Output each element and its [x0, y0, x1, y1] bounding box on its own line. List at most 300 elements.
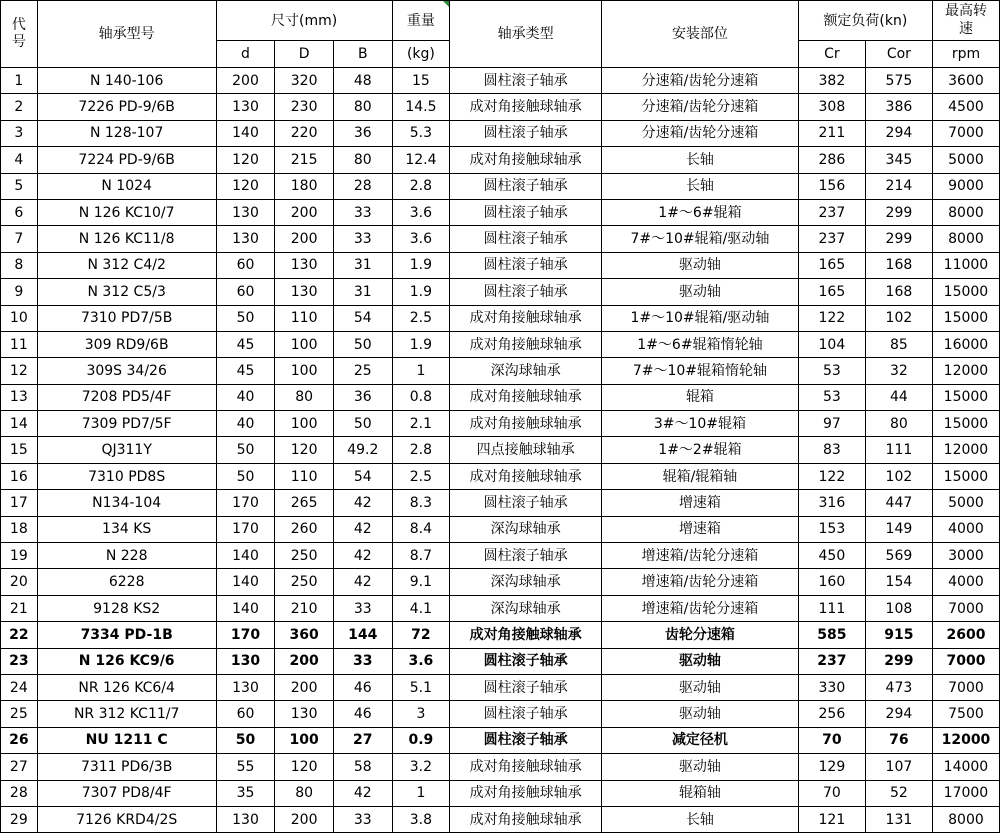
cell-B: 144 — [333, 622, 392, 648]
cell-cr: 70 — [798, 727, 865, 753]
cell-model: 7311 PD6/3B — [37, 754, 216, 780]
cell-code: 17 — [1, 490, 38, 516]
cell-location: 长轴 — [602, 147, 799, 173]
cell-code: 9 — [1, 279, 38, 305]
cell-cor: 168 — [865, 252, 932, 278]
cell-cor: 154 — [865, 569, 932, 595]
cell-location: 辊箱/辊箱轴 — [602, 463, 799, 489]
header-d: d — [216, 41, 275, 68]
cell-d: 45 — [216, 358, 275, 384]
cell-d: 200 — [216, 68, 275, 94]
cell-D-outer: 215 — [275, 147, 334, 173]
cell-location: 分速箱/齿轮分速箱 — [602, 68, 799, 94]
table-row — [1, 94, 1000, 120]
cell-cr: 382 — [798, 68, 865, 94]
cell-d: 50 — [216, 463, 275, 489]
table-row — [1, 173, 1000, 199]
cell-type: 成对角接触球轴承 — [450, 411, 602, 437]
cell-d: 40 — [216, 384, 275, 410]
cell-weight: 3.6 — [392, 199, 450, 225]
cell-B: 49.2 — [333, 437, 392, 463]
cell-code: 6 — [1, 199, 38, 225]
cell-weight: 1.9 — [392, 252, 450, 278]
cell-model: 309 RD9/6B — [37, 331, 216, 357]
cell-location: 减定径机 — [602, 727, 799, 753]
cell-cr: 237 — [798, 226, 865, 252]
cell-B: 50 — [333, 331, 392, 357]
cell-model: N 126 KC10/7 — [37, 199, 216, 225]
cell-weight: 4.1 — [392, 595, 450, 621]
cell-weight: 14.5 — [392, 94, 450, 120]
header-load: 额定负荷(kn) — [798, 1, 932, 41]
cell-type: 深沟球轴承 — [450, 516, 602, 542]
cell-type: 成对角接触球轴承 — [450, 94, 602, 120]
cell-type: 成对角接触球轴承 — [450, 754, 602, 780]
table-row — [1, 331, 1000, 357]
cell-model: NR 312 KC11/7 — [37, 701, 216, 727]
cell-speed: 5000 — [932, 147, 999, 173]
cell-cor: 299 — [865, 199, 932, 225]
cell-speed: 8000 — [932, 226, 999, 252]
cell-type: 圆柱滚子轴承 — [450, 543, 602, 569]
cell-D-outer: 110 — [275, 463, 334, 489]
cell-B: 28 — [333, 173, 392, 199]
cell-code: 8 — [1, 252, 38, 278]
cell-type: 四点接触球轴承 — [450, 437, 602, 463]
cell-code: 27 — [1, 754, 38, 780]
cell-cor: 447 — [865, 490, 932, 516]
cell-weight: 5.1 — [392, 674, 450, 700]
header-code: 代 号 — [1, 1, 38, 68]
cell-cr: 153 — [798, 516, 865, 542]
table-row — [1, 68, 1000, 94]
cell-B: 42 — [333, 780, 392, 806]
cell-model: 7226 PD-9/6B — [37, 94, 216, 120]
cell-cr: 104 — [798, 331, 865, 357]
cell-code: 4 — [1, 147, 38, 173]
cell-speed: 15000 — [932, 463, 999, 489]
cell-cor: 575 — [865, 68, 932, 94]
cell-location: 1#～6#辊箱惰轮轴 — [602, 331, 799, 357]
cell-speed: 7000 — [932, 595, 999, 621]
cell-cr: 316 — [798, 490, 865, 516]
cell-B: 46 — [333, 701, 392, 727]
cell-B: 31 — [333, 252, 392, 278]
cell-type: 圆柱滚子轴承 — [450, 252, 602, 278]
cell-location: 长轴 — [602, 806, 799, 832]
header-D-outer: D — [275, 41, 334, 68]
cell-type: 圆柱滚子轴承 — [450, 727, 602, 753]
cell-code: 3 — [1, 120, 38, 146]
cell-d: 45 — [216, 331, 275, 357]
cell-model: 7208 PD5/4F — [37, 384, 216, 410]
cell-cor: 214 — [865, 173, 932, 199]
cell-d: 130 — [216, 674, 275, 700]
table-row — [1, 226, 1000, 252]
cell-speed: 12000 — [932, 358, 999, 384]
cell-d: 120 — [216, 147, 275, 173]
cell-B: 54 — [333, 463, 392, 489]
cell-weight: 2.8 — [392, 437, 450, 463]
cell-cor: 345 — [865, 147, 932, 173]
cell-code: 23 — [1, 648, 38, 674]
cell-code: 20 — [1, 569, 38, 595]
cell-B: 31 — [333, 279, 392, 305]
cell-weight: 3 — [392, 701, 450, 727]
cell-B: 54 — [333, 305, 392, 331]
cell-cor: 108 — [865, 595, 932, 621]
cell-cr: 211 — [798, 120, 865, 146]
table-row — [1, 463, 1000, 489]
cell-speed: 15000 — [932, 384, 999, 410]
cell-D-outer: 320 — [275, 68, 334, 94]
cell-model: 7310 PD7/5B — [37, 305, 216, 331]
cell-type: 圆柱滚子轴承 — [450, 68, 602, 94]
cell-type: 圆柱滚子轴承 — [450, 120, 602, 146]
cell-cr: 165 — [798, 279, 865, 305]
cell-model: 7334 PD-1B — [37, 622, 216, 648]
cell-type: 圆柱滚子轴承 — [450, 173, 602, 199]
cell-B: 58 — [333, 754, 392, 780]
cell-D-outer: 200 — [275, 226, 334, 252]
cell-cor: 168 — [865, 279, 932, 305]
cell-location: 驱动轴 — [602, 648, 799, 674]
cell-weight: 1 — [392, 358, 450, 384]
cell-d: 50 — [216, 727, 275, 753]
cell-D-outer: 110 — [275, 305, 334, 331]
cell-model: N 128-107 — [37, 120, 216, 146]
cell-speed: 8000 — [932, 199, 999, 225]
cell-model: 7307 PD8/4F — [37, 780, 216, 806]
table-row — [1, 780, 1000, 806]
table-row — [1, 147, 1000, 173]
cell-cor: 386 — [865, 94, 932, 120]
cell-D-outer: 200 — [275, 648, 334, 674]
cell-cr: 237 — [798, 199, 865, 225]
cell-weight: 2.1 — [392, 411, 450, 437]
cell-d: 130 — [216, 648, 275, 674]
cell-location: 1#～10#辊箱/驱动轴 — [602, 305, 799, 331]
cell-cr: 129 — [798, 754, 865, 780]
table-row — [1, 569, 1000, 595]
cell-cr: 53 — [798, 384, 865, 410]
cell-model: 134 KS — [37, 516, 216, 542]
cell-cor: 473 — [865, 674, 932, 700]
cell-speed: 16000 — [932, 331, 999, 357]
header-speed-unit: rpm — [932, 41, 999, 68]
cell-cor: 85 — [865, 331, 932, 357]
cell-speed: 17000 — [932, 780, 999, 806]
cell-cor: 294 — [865, 120, 932, 146]
table-row — [1, 806, 1000, 832]
cell-weight: 3.8 — [392, 806, 450, 832]
cell-type: 成对角接触球轴承 — [450, 384, 602, 410]
cell-d: 120 — [216, 173, 275, 199]
header-type: 轴承类型 — [450, 1, 602, 68]
cell-B: 27 — [333, 727, 392, 753]
cell-speed: 7000 — [932, 648, 999, 674]
cell-location: 辊箱轴 — [602, 780, 799, 806]
cell-speed: 7000 — [932, 120, 999, 146]
header-speed: 最高转 速 — [932, 1, 999, 41]
cell-d: 130 — [216, 94, 275, 120]
cell-cor: 44 — [865, 384, 932, 410]
cell-D-outer: 120 — [275, 754, 334, 780]
cell-cor: 102 — [865, 463, 932, 489]
cell-weight: 3.2 — [392, 754, 450, 780]
cell-code: 2 — [1, 94, 38, 120]
cell-D-outer: 100 — [275, 411, 334, 437]
cell-weight: 3.6 — [392, 648, 450, 674]
cell-model: 7310 PD8S — [37, 463, 216, 489]
cell-model: 309S 34/26 — [37, 358, 216, 384]
cell-location: 驱动轴 — [602, 674, 799, 700]
cell-model: 6228 — [37, 569, 216, 595]
cell-code: 13 — [1, 384, 38, 410]
cell-type: 深沟球轴承 — [450, 595, 602, 621]
cell-cr: 450 — [798, 543, 865, 569]
cell-speed: 4500 — [932, 94, 999, 120]
cell-D-outer: 210 — [275, 595, 334, 621]
cell-weight: 8.7 — [392, 543, 450, 569]
cell-D-outer: 260 — [275, 516, 334, 542]
cell-B: 42 — [333, 516, 392, 542]
cell-location: 齿轮分速箱 — [602, 622, 799, 648]
cell-weight: 3.6 — [392, 226, 450, 252]
cell-cor: 569 — [865, 543, 932, 569]
cell-B: 80 — [333, 94, 392, 120]
cell-location: 长轴 — [602, 173, 799, 199]
table-row — [1, 252, 1000, 278]
cell-speed: 15000 — [932, 305, 999, 331]
cell-weight: 2.5 — [392, 305, 450, 331]
cell-cr: 111 — [798, 595, 865, 621]
cell-cor: 52 — [865, 780, 932, 806]
cell-location: 分速箱/齿轮分速箱 — [602, 120, 799, 146]
cell-D-outer: 200 — [275, 199, 334, 225]
cell-speed: 2600 — [932, 622, 999, 648]
cell-d: 55 — [216, 754, 275, 780]
cell-speed: 3600 — [932, 68, 999, 94]
cell-code: 25 — [1, 701, 38, 727]
cell-d: 60 — [216, 279, 275, 305]
cell-B: 33 — [333, 806, 392, 832]
cell-speed: 7000 — [932, 674, 999, 700]
table-row — [1, 411, 1000, 437]
cell-type: 圆柱滚子轴承 — [450, 490, 602, 516]
table-row — [1, 305, 1000, 331]
cell-location: 驱动轴 — [602, 754, 799, 780]
cell-speed: 7500 — [932, 701, 999, 727]
cell-d: 170 — [216, 490, 275, 516]
table-row — [1, 727, 1000, 753]
header-weight-unit: (kg) — [392, 41, 450, 68]
cell-code: 7 — [1, 226, 38, 252]
cell-weight: 8.4 — [392, 516, 450, 542]
cell-D-outer: 230 — [275, 94, 334, 120]
cell-d: 140 — [216, 595, 275, 621]
cell-code: 28 — [1, 780, 38, 806]
cell-d: 140 — [216, 120, 275, 146]
cell-model: 7224 PD-9/6B — [37, 147, 216, 173]
cell-location: 3#～10#辊箱 — [602, 411, 799, 437]
cell-B: 46 — [333, 674, 392, 700]
header-model: 轴承型号 — [37, 1, 216, 68]
cell-type: 圆柱滚子轴承 — [450, 701, 602, 727]
cell-code: 22 — [1, 622, 38, 648]
cell-weight: 12.4 — [392, 147, 450, 173]
cell-speed: 12000 — [932, 437, 999, 463]
cell-speed: 8000 — [932, 806, 999, 832]
header-weight: 重量 — [392, 1, 450, 41]
cell-type: 圆柱滚子轴承 — [450, 279, 602, 305]
cell-speed: 15000 — [932, 411, 999, 437]
cell-cr: 330 — [798, 674, 865, 700]
table-row — [1, 358, 1000, 384]
cell-weight: 0.8 — [392, 384, 450, 410]
cell-code: 15 — [1, 437, 38, 463]
cell-model: NR 126 KC6/4 — [37, 674, 216, 700]
cell-location: 增速箱/齿轮分速箱 — [602, 595, 799, 621]
table-row — [1, 701, 1000, 727]
cell-model: N 126 KC11/8 — [37, 226, 216, 252]
cell-location: 增速箱 — [602, 516, 799, 542]
header-B: B — [333, 41, 392, 68]
cell-cr: 156 — [798, 173, 865, 199]
cell-type: 圆柱滚子轴承 — [450, 199, 602, 225]
cell-cr: 53 — [798, 358, 865, 384]
cell-cor: 299 — [865, 648, 932, 674]
cell-cr: 585 — [798, 622, 865, 648]
cell-cr: 83 — [798, 437, 865, 463]
table-row — [1, 754, 1000, 780]
cell-speed: 11000 — [932, 252, 999, 278]
cell-d: 60 — [216, 252, 275, 278]
cell-weight: 8.3 — [392, 490, 450, 516]
cell-code: 10 — [1, 305, 38, 331]
cell-d: 35 — [216, 780, 275, 806]
cell-cor: 149 — [865, 516, 932, 542]
table-row — [1, 279, 1000, 305]
cell-speed: 15000 — [932, 279, 999, 305]
cell-d: 40 — [216, 411, 275, 437]
cell-cr: 237 — [798, 648, 865, 674]
cell-weight: 2.5 — [392, 463, 450, 489]
table-row — [1, 595, 1000, 621]
table-row — [1, 490, 1000, 516]
cell-model: 7309 PD7/5F — [37, 411, 216, 437]
cell-code: 11 — [1, 331, 38, 357]
cell-cr: 308 — [798, 94, 865, 120]
cell-d: 130 — [216, 806, 275, 832]
cell-model: N 312 C4/2 — [37, 252, 216, 278]
cell-B: 80 — [333, 147, 392, 173]
cell-type: 成对角接触球轴承 — [450, 147, 602, 173]
cell-model: N 228 — [37, 543, 216, 569]
cell-type: 成对角接触球轴承 — [450, 806, 602, 832]
table-row — [1, 674, 1000, 700]
cell-D-outer: 80 — [275, 780, 334, 806]
cell-location: 7#～10#辊箱/驱动轴 — [602, 226, 799, 252]
cell-cor: 107 — [865, 754, 932, 780]
cell-B: 42 — [333, 569, 392, 595]
cell-d: 130 — [216, 199, 275, 225]
cell-cor: 915 — [865, 622, 932, 648]
cell-speed: 12000 — [932, 727, 999, 753]
cell-type: 成对角接触球轴承 — [450, 780, 602, 806]
cell-cr: 122 — [798, 463, 865, 489]
cell-code: 18 — [1, 516, 38, 542]
header-location: 安装部位 — [602, 1, 799, 68]
cell-code: 12 — [1, 358, 38, 384]
cell-type: 圆柱滚子轴承 — [450, 226, 602, 252]
cell-location: 7#～10#辊箱惰轮轴 — [602, 358, 799, 384]
cell-d: 140 — [216, 569, 275, 595]
cell-type: 成对角接触球轴承 — [450, 463, 602, 489]
cell-D-outer: 130 — [275, 279, 334, 305]
table-row — [1, 120, 1000, 146]
cell-code: 5 — [1, 173, 38, 199]
cell-D-outer: 265 — [275, 490, 334, 516]
cell-type: 深沟球轴承 — [450, 569, 602, 595]
cell-B: 50 — [333, 411, 392, 437]
cell-weight: 9.1 — [392, 569, 450, 595]
cell-B: 48 — [333, 68, 392, 94]
cell-location: 驱动轴 — [602, 252, 799, 278]
cell-D-outer: 100 — [275, 358, 334, 384]
cell-code: 19 — [1, 543, 38, 569]
cell-D-outer: 250 — [275, 569, 334, 595]
cell-D-outer: 200 — [275, 674, 334, 700]
cell-cor: 32 — [865, 358, 932, 384]
cell-code: 16 — [1, 463, 38, 489]
cell-location: 驱动轴 — [602, 701, 799, 727]
cell-model: 9128 KS2 — [37, 595, 216, 621]
cell-weight: 0.9 — [392, 727, 450, 753]
cell-model: NU 1211 C — [37, 727, 216, 753]
cell-type: 圆柱滚子轴承 — [450, 674, 602, 700]
cell-D-outer: 100 — [275, 727, 334, 753]
cell-model: N 140-106 — [37, 68, 216, 94]
cell-d: 50 — [216, 305, 275, 331]
cell-weight: 5.3 — [392, 120, 450, 146]
cell-speed: 4000 — [932, 569, 999, 595]
table-row — [1, 648, 1000, 674]
table-row — [1, 543, 1000, 569]
cell-cr: 97 — [798, 411, 865, 437]
cell-weight: 1.9 — [392, 279, 450, 305]
cell-D-outer: 130 — [275, 252, 334, 278]
cell-B: 42 — [333, 490, 392, 516]
cell-D-outer: 100 — [275, 331, 334, 357]
table-row — [1, 622, 1000, 648]
cell-cor: 294 — [865, 701, 932, 727]
cell-B: 33 — [333, 199, 392, 225]
cell-location: 1#～6#辊箱 — [602, 199, 799, 225]
cell-model: N 126 KC9/6 — [37, 648, 216, 674]
cell-weight: 1 — [392, 780, 450, 806]
cell-d: 130 — [216, 226, 275, 252]
cell-d: 170 — [216, 516, 275, 542]
table-row — [1, 199, 1000, 225]
cell-cr: 121 — [798, 806, 865, 832]
cell-type: 成对角接触球轴承 — [450, 331, 602, 357]
cell-D-outer: 80 — [275, 384, 334, 410]
cell-cr: 256 — [798, 701, 865, 727]
cell-B: 33 — [333, 226, 392, 252]
cell-D-outer: 250 — [275, 543, 334, 569]
cell-weight: 1.9 — [392, 331, 450, 357]
